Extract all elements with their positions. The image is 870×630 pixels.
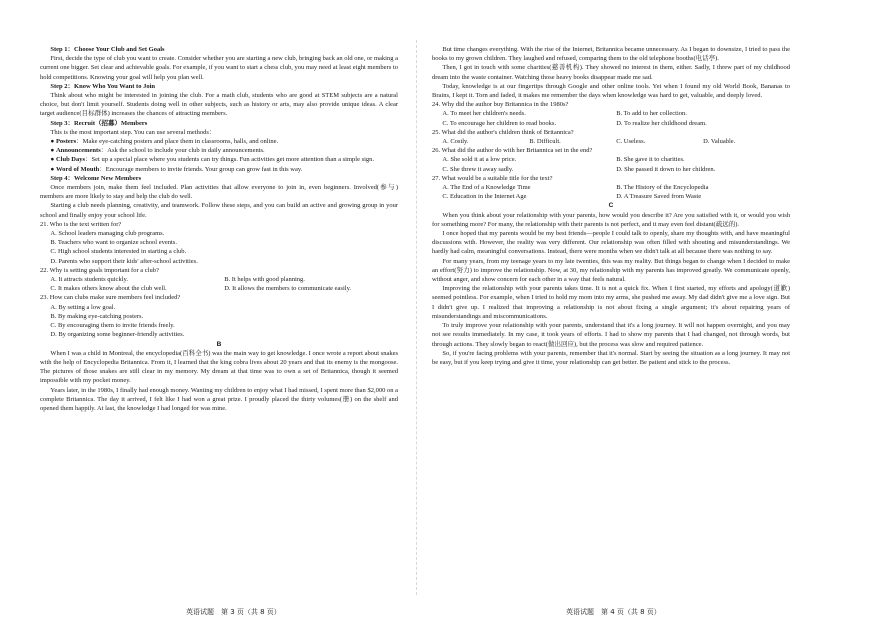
- q21-option-b: B. Teachers who want to organize school events.: [50, 239, 177, 247]
- step4-paragraph-1: Once members join, make them feel included. Plan activities that allow everyone to join in, even beginners. Involved(参与) members are more likely to stay and help the club do well.: [40, 184, 398, 201]
- bullet-announcements: [40, 146, 398, 155]
- passage-b-paragraph-4: Then, I got in touch with some charities(慈善机构). They showed no interest in them, either. Sadly, I threw part of my childhood dream into the waste container. Watching those heavy books disappear made me sad.: [432, 64, 790, 81]
- question-21: 21. Who is the text written for?: [40, 220, 122, 228]
- q27-options-row-1: [432, 183, 790, 192]
- question-22: 22. Why is setting goals important for a club?: [40, 266, 159, 274]
- q27-option-b: B. The History of the Encyclopedia: [616, 184, 709, 192]
- passage-c-paragraph-3: For many years, from my teenage years to my late twenties, this was my reality. But things began to change when I decided to make an effort(努力) to improve the relationship. Now, at 30, my relationship with my parents has improved greatly. We communicate openly, without anger, and show concern for each other in a way that feels natural.: [432, 257, 790, 284]
- q26-option-d: D. She passed it down to her children.: [616, 165, 716, 173]
- bullet-label: Word of Mouth: [55, 165, 100, 173]
- step4-paragraph-2: Starting a club needs planning, creativity, and teamwork. Follow these steps, and you can build an active and growing group in your school and finally enjoy your school life.: [40, 202, 398, 219]
- step2-title: Step 2：Know Who You Want to Join: [50, 82, 156, 90]
- passage-c-paragraph-1: When you think about your relationship with your parents, how would you describe it? Are you satisfied with it, or would you wish for something more? For many, the relationship with their parents is not perfect, and it may even feel distant(疏远的).: [432, 211, 790, 228]
- q24-option-d: D. To realize her childhood dream.: [616, 119, 707, 127]
- q22-options-row-1: [40, 275, 398, 284]
- q22-options-row-2: [40, 284, 398, 293]
- bullet-club-days: [40, 155, 398, 164]
- q26-option-b: B. She gave it to charities.: [616, 156, 685, 164]
- left-column: [40, 45, 398, 413]
- bullet-label: Announcements: [55, 147, 101, 155]
- q25-option-c: C. Useless.: [616, 138, 646, 146]
- q22-option-d: D. It allows the members to communicate easily.: [224, 285, 352, 293]
- passage-c-paragraph-5: To truly improve your relationship with your parents, understand that it's a long journey. It will not happen overnight, and you may not see results immediately. In my case, it took years of efforts. I had to show my parents that I had changed, not through words, but through actions. They slowly began to react(做出回应), but the process was slow and required patience.: [432, 322, 790, 348]
- section-c-heading: C: [608, 202, 614, 210]
- passage-b-paragraph-5: Today, knowledge is at our fingertips through Google and other online tools. Yet when I found my old World Book, Bananas to Brains, I kept it. Torn and faded, it makes me remember the days when knowledge was hard to get, valuable, and deeply loved.: [432, 82, 790, 100]
- right-column: [432, 45, 790, 367]
- q22-option-b: B. It helps with good planning.: [224, 276, 305, 284]
- question-23: 23. How can clubs make sure members feel included?: [40, 294, 181, 302]
- section-b-heading: B: [216, 340, 222, 348]
- q27-option-a: A. The End of a Knowledge Time: [442, 184, 531, 192]
- q25-option-a: A. Costly.: [442, 138, 469, 146]
- passage-b-paragraph-1: When I was a child in Montreal, the encyclopedia(百科全书) was the main way to get knowledge. I once wrote a report about snakes with the help of Encyclopedia Britannica. From it, I learned that the king cobra lives about 20 years and that its enemy is the mongoose. The pictures of those snakes are still clear in my memory. My dream at that time was to own a set of Britannica, though it seemed impossible with my pocket money.: [40, 349, 398, 385]
- bullet-label: Club Days: [55, 156, 86, 164]
- passage-b-paragraph-2: Years later, in the 1980s, I finally had enough money. Wanting my children to enjoy what I had missed, I spent more than $2,000 on a complete Britannica. The day it arrived, I felt like I had won a great prize. I proudly placed the thirty volumes(册) on the shelf and opened them happily. At last, the knowledge I had longed for was mine.: [40, 386, 398, 412]
- bullet-icon: ●: [50, 165, 55, 173]
- q24-option-a: A. To meet her children's needs.: [442, 110, 526, 118]
- bullet-text: ：Ask the school to include your club in daily announcements.: [100, 147, 265, 155]
- q27-option-d: D. A Treasure Saved from Waste: [616, 193, 702, 201]
- q24-options-row-1: [432, 109, 790, 118]
- question-26: 26. What did the author do with her Britannica set in the end?: [432, 147, 593, 155]
- bullet-text: ：Encourage members to invite friends. Your group can grow fast in this way.: [99, 165, 303, 173]
- step3-paragraph: This is the most important step. You can use several methods：: [50, 128, 216, 136]
- page-footer-right: 英语试题 第 4 页（共 8 页）: [566, 608, 661, 616]
- q26-option-c: C. She threw it away sadly.: [442, 165, 514, 173]
- step1-title: Step 1：Choose Your Club and Set Goals: [50, 46, 165, 53]
- q26-options-row-1: [432, 155, 790, 164]
- q25-option-d: D. Valuable.: [703, 138, 736, 146]
- q22-option-c: C. It makes others know about the club well.: [50, 285, 167, 293]
- passage-c-paragraph-6: So, if you're facing problems with your parents, remember that it's normal. Start by seeing the situation as a long journey. It may not be easy, but if you keep trying and give it time, your relationship can get better. Be patient and stick to the process.: [432, 349, 790, 366]
- q24-option-c: C. To encourage her children to read books.: [442, 119, 557, 127]
- bullet-text: ：Set up a special place where you students can try things. Fun activities get more attention than a simple sign.: [85, 156, 375, 164]
- q21-option-a: A. School leaders managing club programs.: [50, 230, 165, 238]
- q24-options-row-2: [432, 119, 790, 128]
- q23-option-a: A. By setting a low goal.: [50, 303, 116, 311]
- q21-option-d: D. Parents who support their kids' after-school activities.: [50, 257, 198, 265]
- bullet-icon: ●: [50, 156, 55, 164]
- question-24: 24. Why did the author buy Britannica in the 1980s?: [432, 101, 569, 109]
- step1-paragraph: First, decide the type of club you want to create. Consider whether you are starting a new club, bringing back an old one, or making a current one bigger. Set clear and achievable goals. For example, if you want to start a chess club, you may need at least eight members to hold competitions. Knowing your goal will help you plan well.: [40, 55, 398, 81]
- q23-option-d: D. By organizing some beginner-friendly activities.: [50, 331, 185, 339]
- passage-b-paragraph-3: But time changes everything. With the rise of the Internet, Britannica became unnecessary. As I began to downsize, I tried to pass the books to my grown children. They laughed and refused, comparing them to the old telephone booths(电话亭).: [432, 46, 790, 63]
- bullet-icon: ●: [50, 147, 55, 155]
- bullet-word-of-mouth: [40, 165, 398, 174]
- page-footer-left: 英语试题 第 3 页（共 8 页）: [186, 608, 281, 616]
- bullet-text: ：Make eye-catching posters and place them in classrooms, halls, and online.: [76, 138, 279, 146]
- q27-options-row-2: [432, 192, 790, 201]
- page-fold-divider: [416, 40, 417, 595]
- q27-option-c: C. Education in the Internet Age: [442, 193, 527, 201]
- bullet-icon: ●: [50, 138, 55, 146]
- bullet-label: Posters: [55, 138, 77, 146]
- q26-options-row-2: [432, 165, 790, 174]
- step4-title: Step 4：Welcome New Members: [50, 174, 142, 182]
- q23-option-c: C. By encouraging them to invite friends freely.: [50, 322, 175, 330]
- bullet-posters: [40, 137, 398, 146]
- q21-option-c: C. High school students interested in starting a club.: [50, 248, 187, 256]
- step2-paragraph: Think about who might be interested in joining the club. For a math club, students who are good at STEM subjects are a natural choice, but don't limit yourself. Students doing well in other subjects, such as history or arts, may also provide unique ideas. A clear target audience(目标群体) increases the chances of attracting members.: [40, 92, 398, 118]
- question-27: 27. What would be a suitable title for the text?: [432, 174, 553, 182]
- q26-option-a: A. She sold it at a low price.: [442, 156, 517, 164]
- q24-option-b: B. To add to her collection.: [616, 110, 687, 118]
- passage-c-paragraph-2: I once hoped that my parents would be my best friends—people I could talk to openly, share my thoughts with, and have meaningful discussions with. However, the reality was very different. Our relationship was often filled with shouting and misunderstandings. We hardly had calm, meaningful conversations. Instead, there were months when we didn't talk at all because there was nothing to say.: [432, 230, 790, 256]
- q22-option-a: A. It attracts students quickly.: [50, 276, 128, 284]
- step3-title: Step 3：Recruit（招募）Members: [50, 119, 148, 127]
- q25-option-b: B. Difficult.: [529, 138, 561, 146]
- passage-c-paragraph-4: Improving the relationship with your parents takes time. It is not a quick fix. When I first started, my efforts and apology(道歉) seemed pointless. For example, when I tried to hold my mom into my arms, she pushed me away. My dad didn't give me a love sign. But I didn't give up. I realized that improving a relationship is not about fixing a single argument; it's about repairing years of misunderstandings and miscommunications.: [432, 285, 790, 320]
- q25-options: [432, 137, 790, 146]
- question-25: 25. What did the author's children think of Britannica?: [432, 128, 574, 136]
- q23-option-b: B. By making eye-catching posters.: [50, 312, 144, 320]
